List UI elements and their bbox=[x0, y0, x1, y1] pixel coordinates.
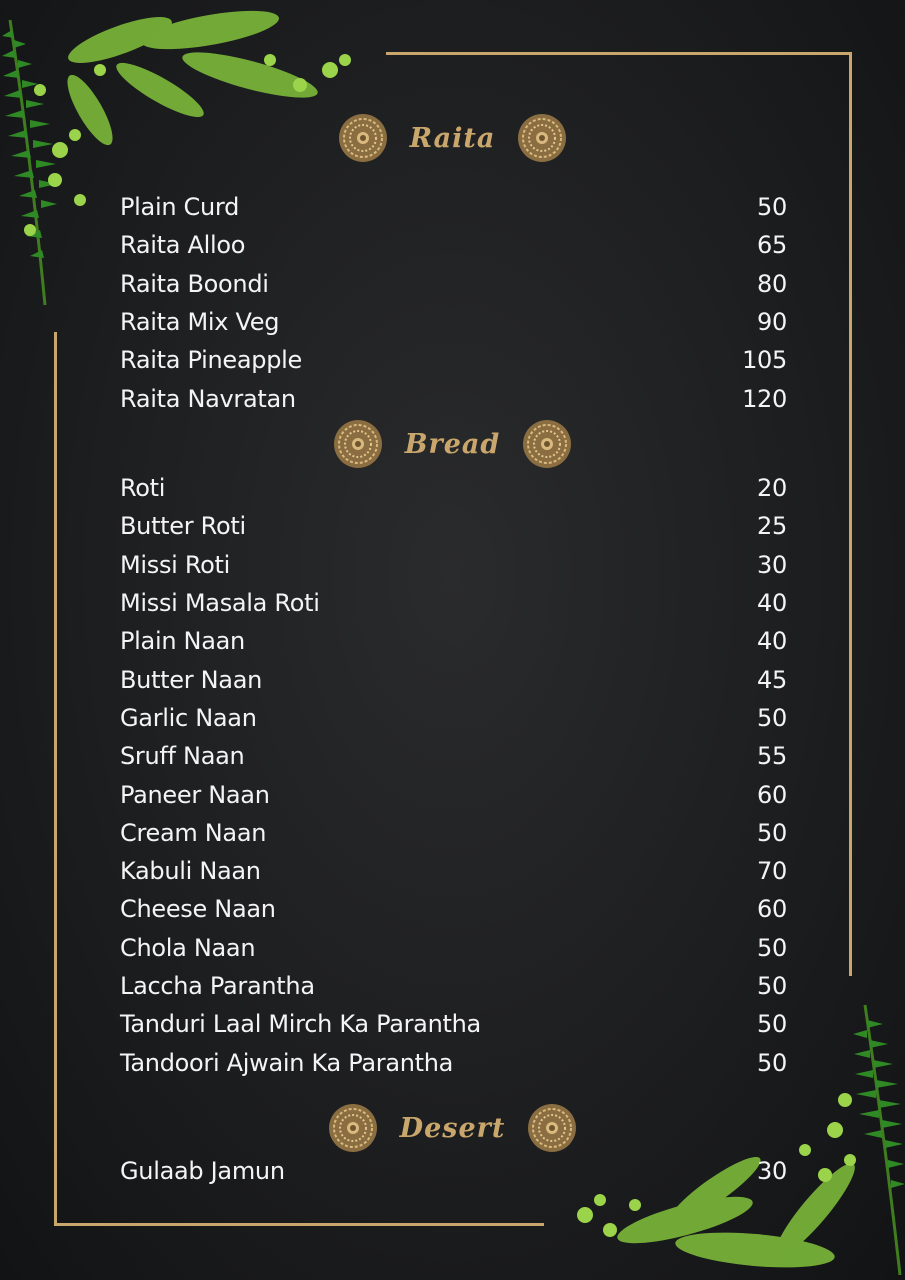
item-name: Laccha Parantha bbox=[120, 972, 315, 1000]
item-name: Tanduri Laal Mirch Ka Parantha bbox=[120, 1010, 481, 1039]
item-price: 45 bbox=[757, 665, 787, 694]
item-price: 40 bbox=[757, 627, 787, 656]
item-name: Plain Naan bbox=[120, 627, 245, 656]
item-name: Butter Naan bbox=[120, 665, 263, 694]
medallion-ornament-icon bbox=[517, 113, 567, 163]
item-price: 90 bbox=[757, 308, 787, 337]
item-name: Roti bbox=[120, 474, 166, 503]
item-price: 60 bbox=[757, 780, 787, 809]
menu-item bbox=[120, 584, 787, 622]
menu-item bbox=[120, 737, 787, 775]
menu-item bbox=[120, 929, 787, 967]
medallion-ornament-icon bbox=[527, 1103, 577, 1153]
menu-item bbox=[120, 188, 787, 226]
menu-item bbox=[120, 890, 787, 928]
frame-top-line bbox=[386, 52, 852, 55]
item-name: Cream Naan bbox=[120, 818, 267, 847]
menu-item bbox=[120, 775, 787, 813]
item-price: 30 bbox=[757, 550, 787, 579]
menu-item bbox=[120, 469, 787, 507]
item-price: 50 bbox=[757, 703, 787, 732]
item-name: Sruff Naan bbox=[120, 742, 245, 771]
item-price: 70 bbox=[757, 857, 787, 886]
section-heading-raita bbox=[0, 108, 905, 168]
item-price: 80 bbox=[757, 269, 787, 298]
menu-list-raita bbox=[120, 188, 787, 418]
menu-list-desert bbox=[120, 1152, 787, 1190]
item-price: 25 bbox=[757, 512, 787, 541]
item-price: 50 bbox=[757, 1048, 787, 1077]
menu-item bbox=[120, 341, 787, 379]
item-name: Garlic Naan bbox=[120, 703, 257, 732]
medallion-ornament-icon bbox=[333, 419, 383, 469]
medallion-ornament-icon bbox=[328, 1103, 378, 1153]
menu-item bbox=[120, 1005, 787, 1043]
menu-item bbox=[120, 1152, 787, 1190]
menu-item bbox=[120, 967, 787, 1005]
item-name: Gulaab Jamun bbox=[120, 1157, 285, 1186]
item-price: 50 bbox=[757, 818, 787, 847]
item-name: Raita Pineapple bbox=[120, 346, 302, 375]
menu-item bbox=[120, 660, 787, 698]
menu-item bbox=[120, 699, 787, 737]
item-price: 120 bbox=[742, 384, 787, 413]
item-price: 65 bbox=[757, 231, 787, 260]
item-price: 30 bbox=[757, 1157, 787, 1186]
item-name: Butter Roti bbox=[120, 512, 246, 541]
section-heading-bread bbox=[0, 414, 905, 474]
item-name: Missi Masala Roti bbox=[120, 589, 320, 618]
item-price: 40 bbox=[757, 589, 787, 618]
menu-list-bread bbox=[120, 469, 787, 1082]
item-price: 55 bbox=[757, 742, 787, 771]
item-name: Raita Navratan bbox=[120, 384, 296, 413]
menu-item bbox=[120, 303, 787, 341]
menu-item bbox=[120, 507, 787, 545]
item-price: 50 bbox=[757, 972, 787, 1000]
item-name: Plain Curd bbox=[120, 193, 240, 222]
menu-item bbox=[120, 814, 787, 852]
item-name: Raita Mix Veg bbox=[120, 308, 280, 337]
frame-bottom-line bbox=[54, 1223, 544, 1226]
item-price: 105 bbox=[742, 346, 787, 375]
item-name: Raita Boondi bbox=[120, 269, 269, 298]
medallion-ornament-icon bbox=[522, 419, 572, 469]
item-name: Missi Roti bbox=[120, 550, 231, 579]
menu-item bbox=[120, 546, 787, 584]
menu-item bbox=[120, 265, 787, 303]
menu-item bbox=[120, 226, 787, 264]
item-name: Tandoori Ajwain Ka Parantha bbox=[120, 1048, 454, 1077]
item-name: Kabuli Naan bbox=[120, 857, 261, 886]
item-name: Chola Naan bbox=[120, 933, 256, 962]
item-price: 50 bbox=[757, 933, 787, 962]
item-price: 60 bbox=[757, 895, 787, 924]
section-heading-desert bbox=[0, 1098, 905, 1158]
section-title: Desert bbox=[399, 1112, 506, 1144]
item-price: 20 bbox=[757, 474, 787, 503]
medallion-ornament-icon bbox=[338, 113, 388, 163]
item-name: Cheese Naan bbox=[120, 895, 276, 924]
item-name: Raita Alloo bbox=[120, 231, 246, 260]
menu-item bbox=[120, 852, 787, 890]
menu-item bbox=[120, 1043, 787, 1081]
item-name: Paneer Naan bbox=[120, 780, 270, 809]
item-price: 50 bbox=[757, 1010, 787, 1039]
menu-item bbox=[120, 379, 787, 417]
section-title: Raita bbox=[409, 122, 496, 154]
section-title: Bread bbox=[404, 428, 501, 460]
frame-right-line bbox=[849, 52, 852, 976]
menu-item bbox=[120, 622, 787, 660]
item-price: 50 bbox=[757, 193, 787, 222]
